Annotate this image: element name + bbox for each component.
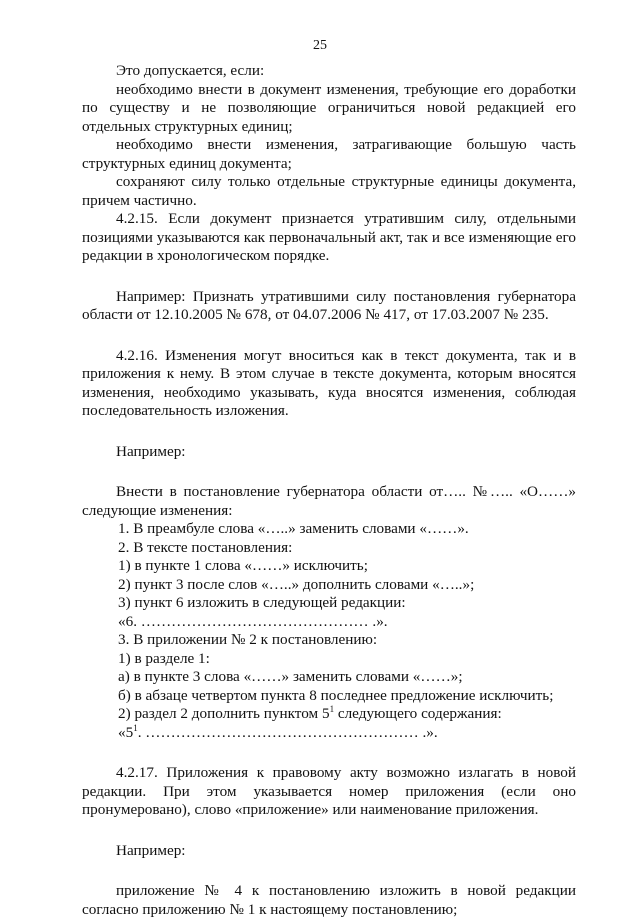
list-item: 3) пункт 6 изложить в следующей редакции: xyxy=(118,594,406,611)
list-item: «6. ……………………………………… .». xyxy=(118,612,388,630)
list-item: а) в пункте 3 слова «……» заменить словами «……»; xyxy=(118,668,463,685)
paragraph-example-label-2: Например: xyxy=(116,841,186,859)
list-item: 1) в разделе 1: xyxy=(118,649,210,667)
document-body xyxy=(82,62,576,919)
paragraph-example-repeal: Например: Признать утратившими силу постановления губернатора области от 12.10.2005 № 678, от 04.07.2006 № 417, от 17.03.2007 № 235. xyxy=(82,287,576,323)
page-number: 25 xyxy=(313,38,327,53)
paragraph-condition-1: необходимо внести в документ изменения, требующие его доработки по существу и не позволяющие ограничиться новой редакцией его отдельных структурных единиц; xyxy=(82,80,576,135)
paragraph-4-2-15: 4.2.15. Если документ признается утратившим силу, отдельными позициями указываются как первоначальный акт, так и все изменяющие его редакции в хронологическом порядке. xyxy=(82,210,576,264)
paragraph-4-2-17: 4.2.17. Приложения к правовому акту возможно излагать в новой редакции. При этом указывается номер приложения (если оно пронумеровано), слово «приложение» или наименование приложения. xyxy=(82,764,576,818)
list-item: «$5^1$. ……………………………………………… .». xyxy=(118,722,438,741)
list-item: 1. В преамбуле слова «…..» заменить словами «……». xyxy=(118,520,469,537)
paragraph-example-label: Например: xyxy=(116,442,186,460)
list-item: 2) раздел 2 дополнить пунктом $5^1$ следующего содержания: xyxy=(118,703,502,722)
paragraph-amend-intro: Внести в постановление губернатора области от….. №….. «О……» следующие изменения: xyxy=(82,483,576,519)
list-item: 2) пункт 3 после слов «…..» дополнить словами «…..»; xyxy=(118,575,475,593)
list-item: 2. В тексте постановления: xyxy=(118,538,293,556)
paragraph-condition-2: необходимо внести изменения, затрагивающие большую часть структурных единиц документа; xyxy=(82,136,576,172)
list-item: б) в абзаце четвертом пункта 8 последнее предложение исключить; xyxy=(118,686,554,704)
list-item: 1) в пункте 1 слова «……» исключить; xyxy=(118,557,368,574)
paragraph-4-2-16: 4.2.16. Изменения могут вноситься как в текст документа, так и в приложения к нему. В этом случае в тексте документа, которым вносятся изменения, необходимо указывать, куда вносятся изменения, соблюдая последовательность изложения. xyxy=(82,346,576,419)
paragraph-condition-3: сохраняют силу только отдельные структурные единицы документа, причем частично. xyxy=(82,173,576,209)
paragraph-appendix-example: приложение № 4 к постановлению изложить в новой редакции согласно приложению № 1 к настоящему постановлению; xyxy=(82,882,576,918)
paragraph-allowed-if: Это допускается, если: xyxy=(116,62,265,79)
list-item: 3. В приложении № 2 к постановлению: xyxy=(118,631,378,648)
